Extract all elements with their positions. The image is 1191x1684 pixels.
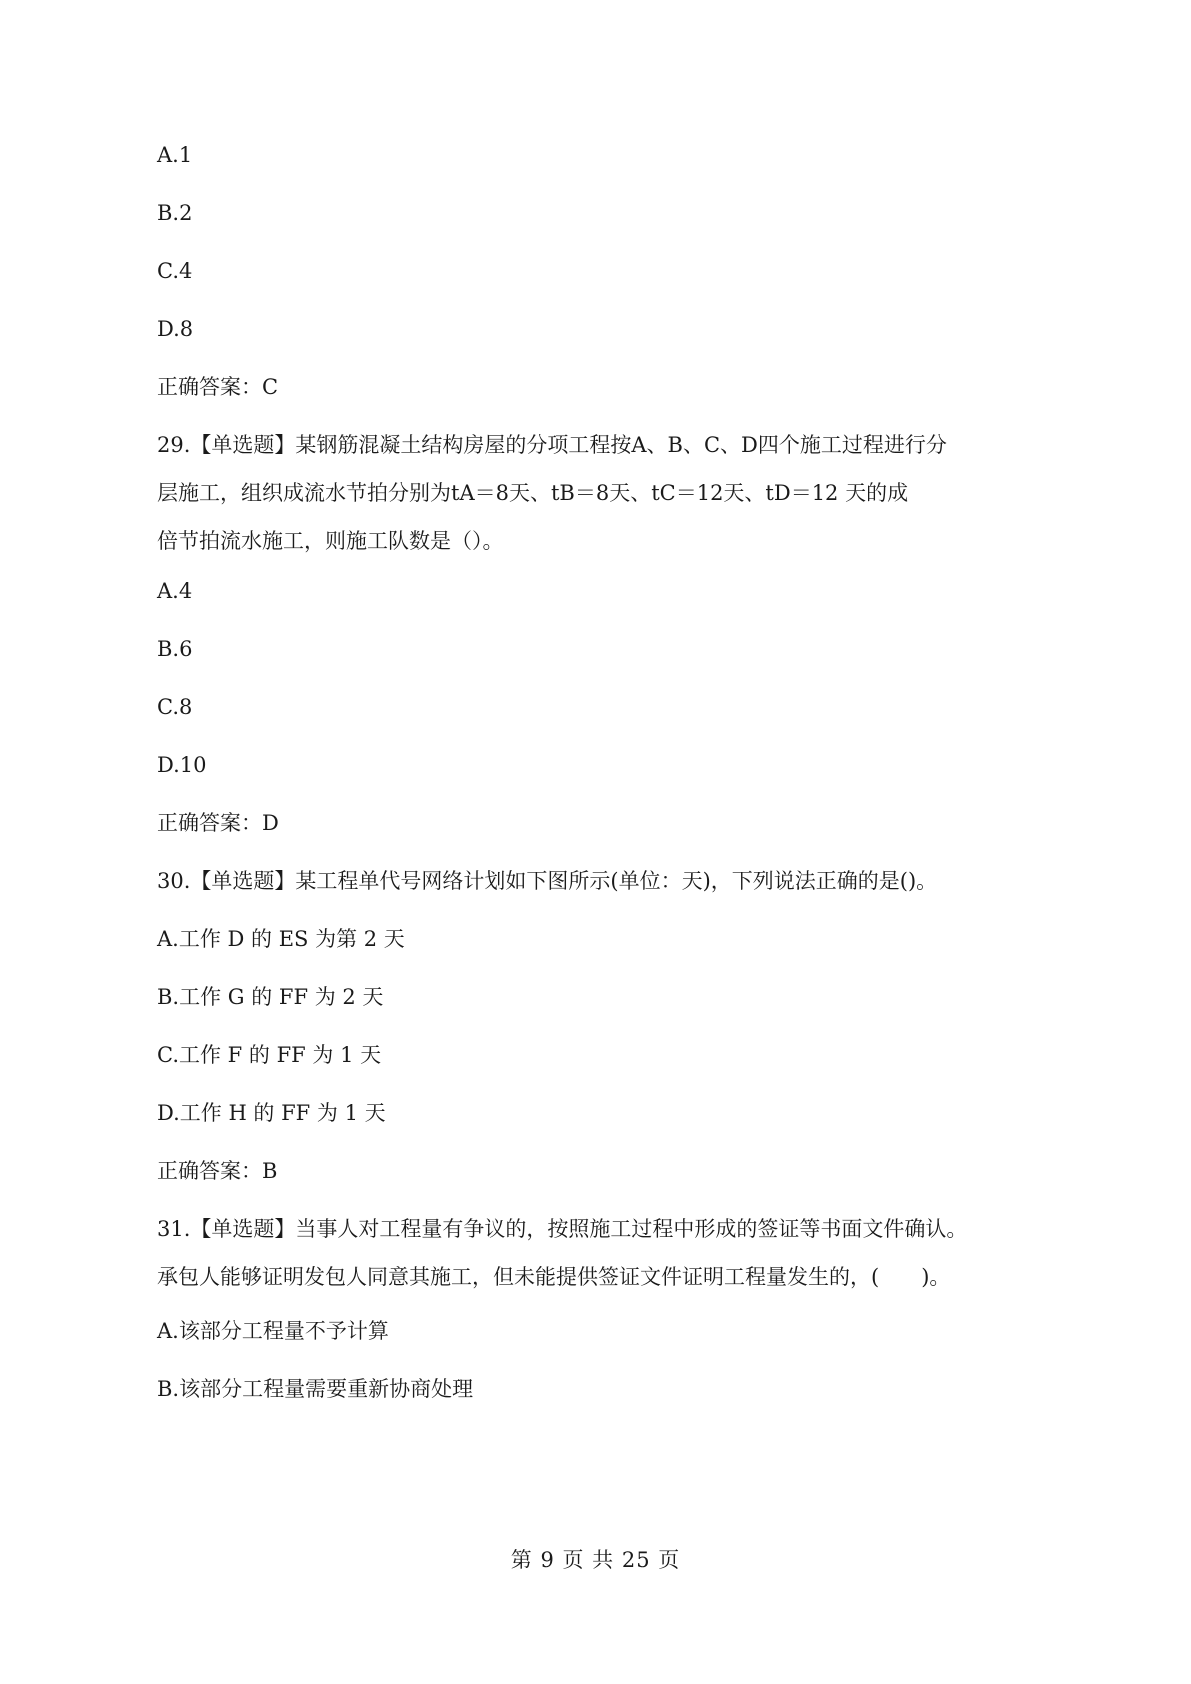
q29-stem-line-3: 倍节拍流水施工，则施工队数是（）。 <box>157 529 504 553</box>
prev-option-c: C.4 <box>157 259 193 283</box>
prev-option-b: B.2 <box>157 201 193 225</box>
q30-option-d: D.工作 H 的 FF 为 1 天 <box>157 1101 386 1125</box>
q30-answer: 正确答案：B <box>157 1159 278 1183</box>
q31-option-b: B.该部分工程量需要重新协商处理 <box>157 1377 474 1401</box>
q30-option-a: A.工作 D 的 ES 为第 2 天 <box>157 927 405 951</box>
q29-option-d: D.10 <box>157 753 207 777</box>
q30-option-b: B.工作 G 的 FF 为 2 天 <box>157 985 384 1009</box>
prev-option-d: D.8 <box>157 317 194 341</box>
q31-option-a: A.该部分工程量不予计算 <box>157 1319 389 1343</box>
prev-answer: 正确答案：C <box>157 375 279 399</box>
q29-option-a: A.4 <box>157 579 193 603</box>
q29-option-b: B.6 <box>157 637 193 661</box>
q30-stem: 30.【单选题】某工程单代号网络计划如下图所示(单位：天)，下列说法正确的是()。 <box>157 869 938 893</box>
page-number-footer: 第 9 页 共 25 页 <box>510 1548 681 1572</box>
q29-answer: 正确答案：D <box>157 811 279 835</box>
q29-stem <box>157 430 1037 574</box>
q29-option-c: C.8 <box>157 695 193 719</box>
q31-stem-line-2: 承包人能够证明发包人同意其施工，但未能提供签证文件证明工程量发生的，( )。 <box>157 1265 951 1289</box>
q29-stem-line-1: 29.【单选题】某钢筋混凝土结构房屋的分项工程按A、B、C、D四个施工过程进行分 <box>157 433 947 457</box>
q31-stem-line-1: 31.【单选题】当事人对工程量有争议的，按照施工过程中形成的签证等书面文件确认。 <box>157 1217 968 1241</box>
q31-stem <box>157 1214 1037 1310</box>
q29-stem-line-2: 层施工，组织成流水节拍分别为tA＝8天、tB＝8天、tC＝12天、tD＝12 天的成 <box>157 481 909 505</box>
prev-option-a: A.1 <box>157 143 193 167</box>
q30-option-c: C.工作 F 的 FF 为 1 天 <box>157 1043 382 1067</box>
